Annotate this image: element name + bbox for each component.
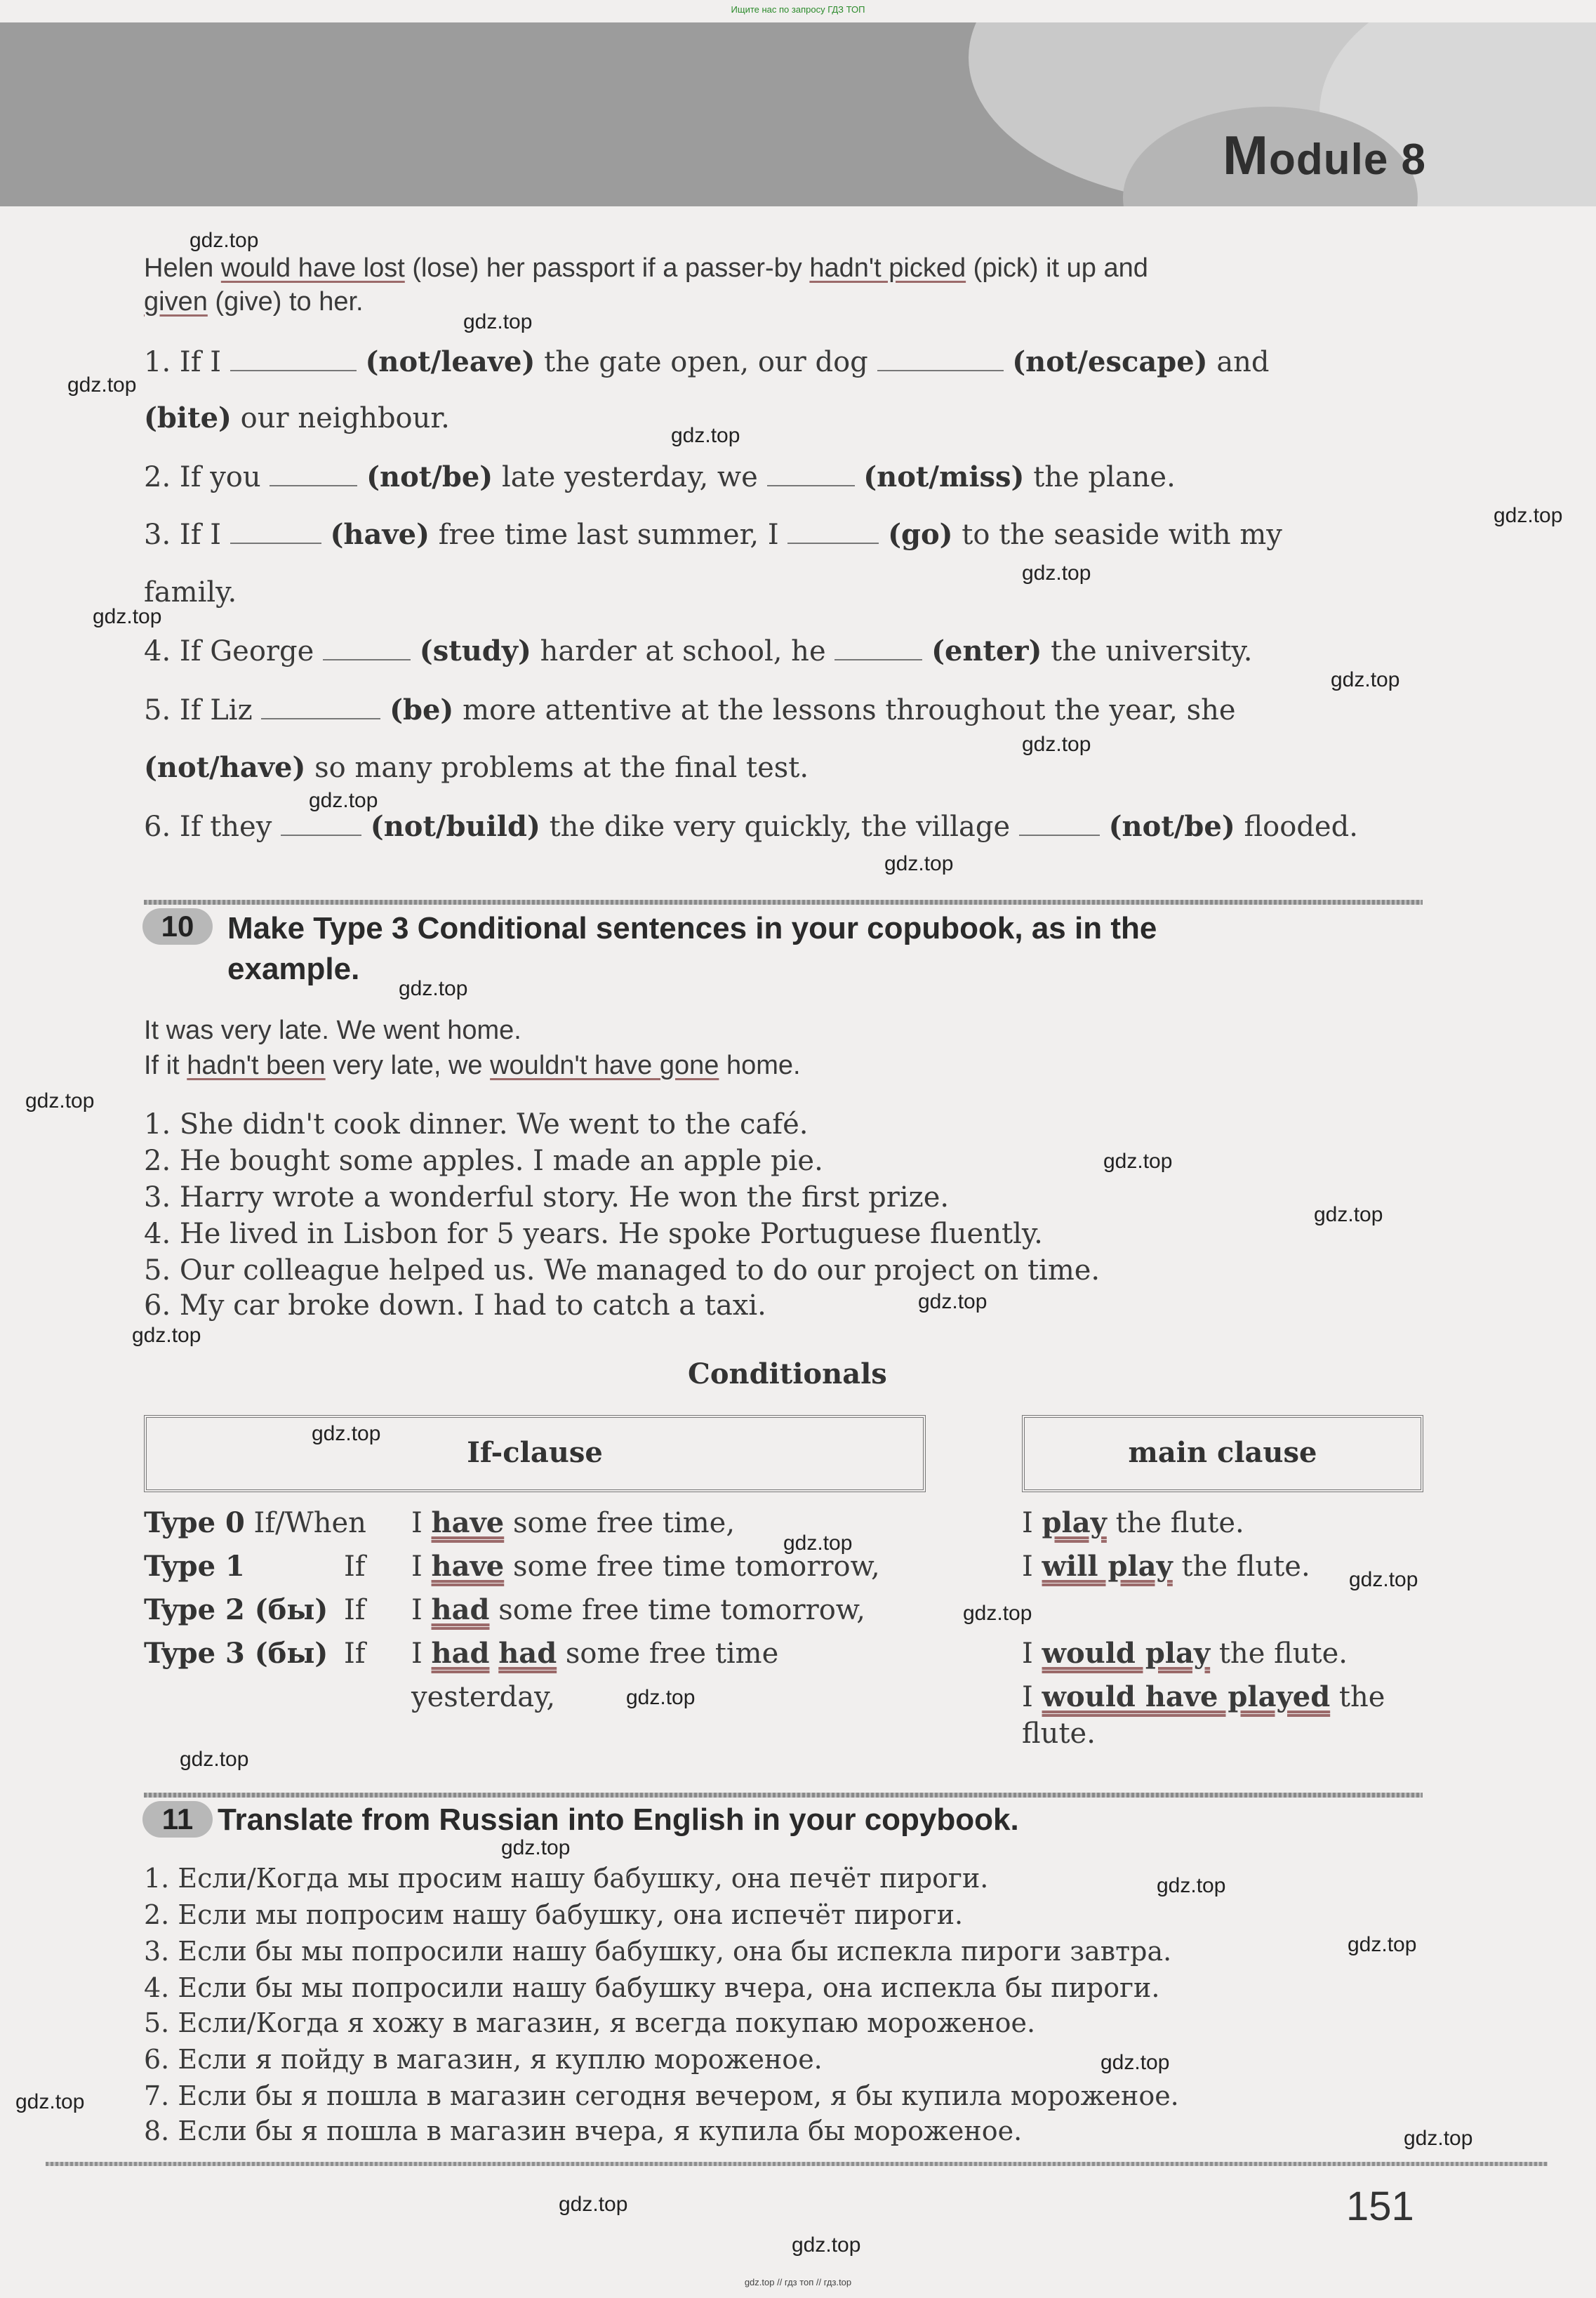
ex9-item-1-cont: (bite) our neighbour. [144,401,450,434]
watermark: gdz.top [1100,2051,1170,2074]
ex11-item: 2. Если мы попросим нашу бабушку, она испечёт пироги. [144,1899,964,1930]
watermark: gdz.top [1348,1933,1417,1956]
ex11-item: 3. Если бы мы попросили нашу бабушку, она бы испекла пироги завтра. [144,1936,1172,1967]
watermark: gdz.top [25,1089,95,1113]
ex9-item-4: 4. If George (study) harder at school, he (enter) the university. [144,635,1253,668]
ex11-item: 5. Если/Когда я хожу в магазин, я всегда покупаю мороженое. [144,2007,1036,2038]
ex10-example-1: It was very late. We went home. [144,1016,521,1045]
example-line-1: Helen would have lost (lose) her passport if a passer-by hadn't picked (pick) it up and [144,253,1148,283]
example-line-2: given (give) to her. [144,287,364,317]
watermark: gdz.top [1022,733,1091,756]
ex10-example-2: If it hadn't been very late, we wouldn't have gone home. [144,1051,801,1080]
ex11-item: 6. Если я пойду в магазин, я куплю мороженое. [144,2044,823,2075]
watermark: gdz.top [1103,1150,1173,1173]
ex10-instruction-2: example. [227,952,360,986]
watermark: gdz.top [132,1324,201,1347]
watermark: gdz.top [884,852,954,875]
type-2-if: If [344,1594,366,1626]
watermark: gdz.top [15,2090,85,2113]
watermark: gdz.top [963,1602,1032,1625]
watermark: gdz.top [1331,668,1400,691]
type-0-if-clause: I have some free time, [411,1506,736,1539]
ex9-item-3-cont: family. [144,576,237,609]
section-divider [144,900,1423,905]
watermark: gdz.top [559,2193,628,2216]
ex11-item: 8. Если бы я пошла в магазин вчера, я купила бы мороженое. [144,2116,1023,2146]
watermark: gdz.top [93,605,162,628]
ex9-item-6: 6. If they (not/build) the dike very quickly, the village (not/be) flooded. [144,810,1358,843]
watermark: gdz.top [309,789,378,812]
watermark: gdz.top [783,1532,853,1555]
module-title: Module 8 [1223,124,1427,186]
watermark: gdz.top [312,1422,381,1445]
watermark: gdz.top [1314,1203,1383,1226]
ex10-item: 1. She didn't cook dinner. We went to the café. [144,1108,809,1141]
watermark: gdz.top [399,977,468,1000]
ex9-item-2: 2. If you (not/be) late yesterday, we (not/miss) the plane. [144,460,1176,493]
ex10-item: 4. He lived in Lisbon for 5 years. He spoke Portuguese fluently. [144,1218,1043,1250]
type-1-if: If [344,1550,366,1583]
top-note: Ищите нас по запросу ГДЗ ТОП [731,4,865,15]
ex11-item: 7. Если бы я пошла в магазин сегодня вечером, я бы купила мороженое. [144,2080,1179,2111]
ex9-item-5-cont: (not/have) so many problems at the final test. [144,751,809,784]
watermark: gdz.top [918,1290,987,1313]
watermark: gdz.top [1404,2127,1473,2150]
type-2-label: Type 2 (бы) [144,1593,328,1626]
ex9-item-3: 3. If I (have) free time last summer, I (go) to the seaside with my [144,518,1282,551]
watermark: gdz.top [626,1686,696,1709]
type-3-if-clause-cont: yesterday, [411,1681,556,1713]
ex9-item-5: 5. If Liz (be) more attentive at the lessons throughout the year, she [144,693,1236,726]
ex11-item: 1. Если/Когда мы просим нашу бабушку, она печёт пироги. [144,1863,989,1894]
watermark: gdz.top [671,424,740,447]
watermark: gdz.top [463,310,533,333]
type-3-main-clause: I would have played the [1022,1680,1385,1713]
ex10-item: 5. Our colleague helped us. We managed to do our project on time. [144,1254,1100,1287]
bottom-divider [46,2162,1548,2166]
type-3-if-clause: I had had some free time [411,1637,779,1670]
section-divider [144,1793,1423,1798]
ex10-item: 2. He bought some apples. I made an apple pie. [144,1145,823,1177]
watermark: gdz.top [501,1836,571,1859]
watermark: gdz.top [1022,562,1091,585]
type-0-main-clause: I play the flute. [1022,1506,1244,1539]
exercise-number-11: 11 [142,1801,213,1838]
watermark: gdz.top [792,2233,861,2257]
watermark: gdz.top [180,1748,249,1771]
watermark: gdz.top [67,373,137,397]
type-1-main-clause: I will play the flute. [1022,1550,1310,1583]
ex10-item: 6. My car broke down. I had to catch a taxi. [144,1289,766,1322]
type-3-if: If [344,1638,366,1670]
type-0-label: Type 0 If/When [144,1506,366,1539]
watermark: gdz.top [1494,504,1563,527]
ex10-item: 3. Harry wrote a wonderful story. He won the first prize. [144,1181,950,1214]
if-clause-box: If-clause [144,1415,926,1492]
exercise-number-10: 10 [142,908,213,945]
ex11-instruction: Translate from Russian into English in your copybook. [218,1802,1019,1837]
type-1-label: Type 1 [144,1550,245,1583]
conditionals-title: Conditionals [688,1357,887,1390]
main-clause-box: main clause [1022,1415,1423,1492]
type-3-label: Type 3 (бы) [144,1637,328,1670]
ex11-item: 4. Если бы мы попросили нашу бабушку вчера, она испекла бы пироги. [144,1972,1160,2003]
type-1-if-clause: I have some free time tomorrow, [411,1550,880,1583]
type-2-main-clause: I would play the flute. [1022,1637,1348,1670]
watermark: gdz.top [1349,1568,1418,1591]
type-2-if-clause: I had some free time tomorrow, [411,1593,866,1626]
watermark: gdz.top [189,229,259,252]
watermark: gdz.top [1157,1874,1226,1897]
type-3-main-clause-cont: flute. [1022,1718,1096,1750]
bottom-note: gdz.top // гдз топ // гдз.top [744,2277,852,2287]
page-number: 151 [1346,2184,1414,2229]
ex9-item-1: 1. If I (not/leave) the gate open, our dog (not/escape) and [144,345,1270,378]
ex10-instruction-1: Make Type 3 Conditional sentences in your copubook, as in the [227,911,1157,945]
